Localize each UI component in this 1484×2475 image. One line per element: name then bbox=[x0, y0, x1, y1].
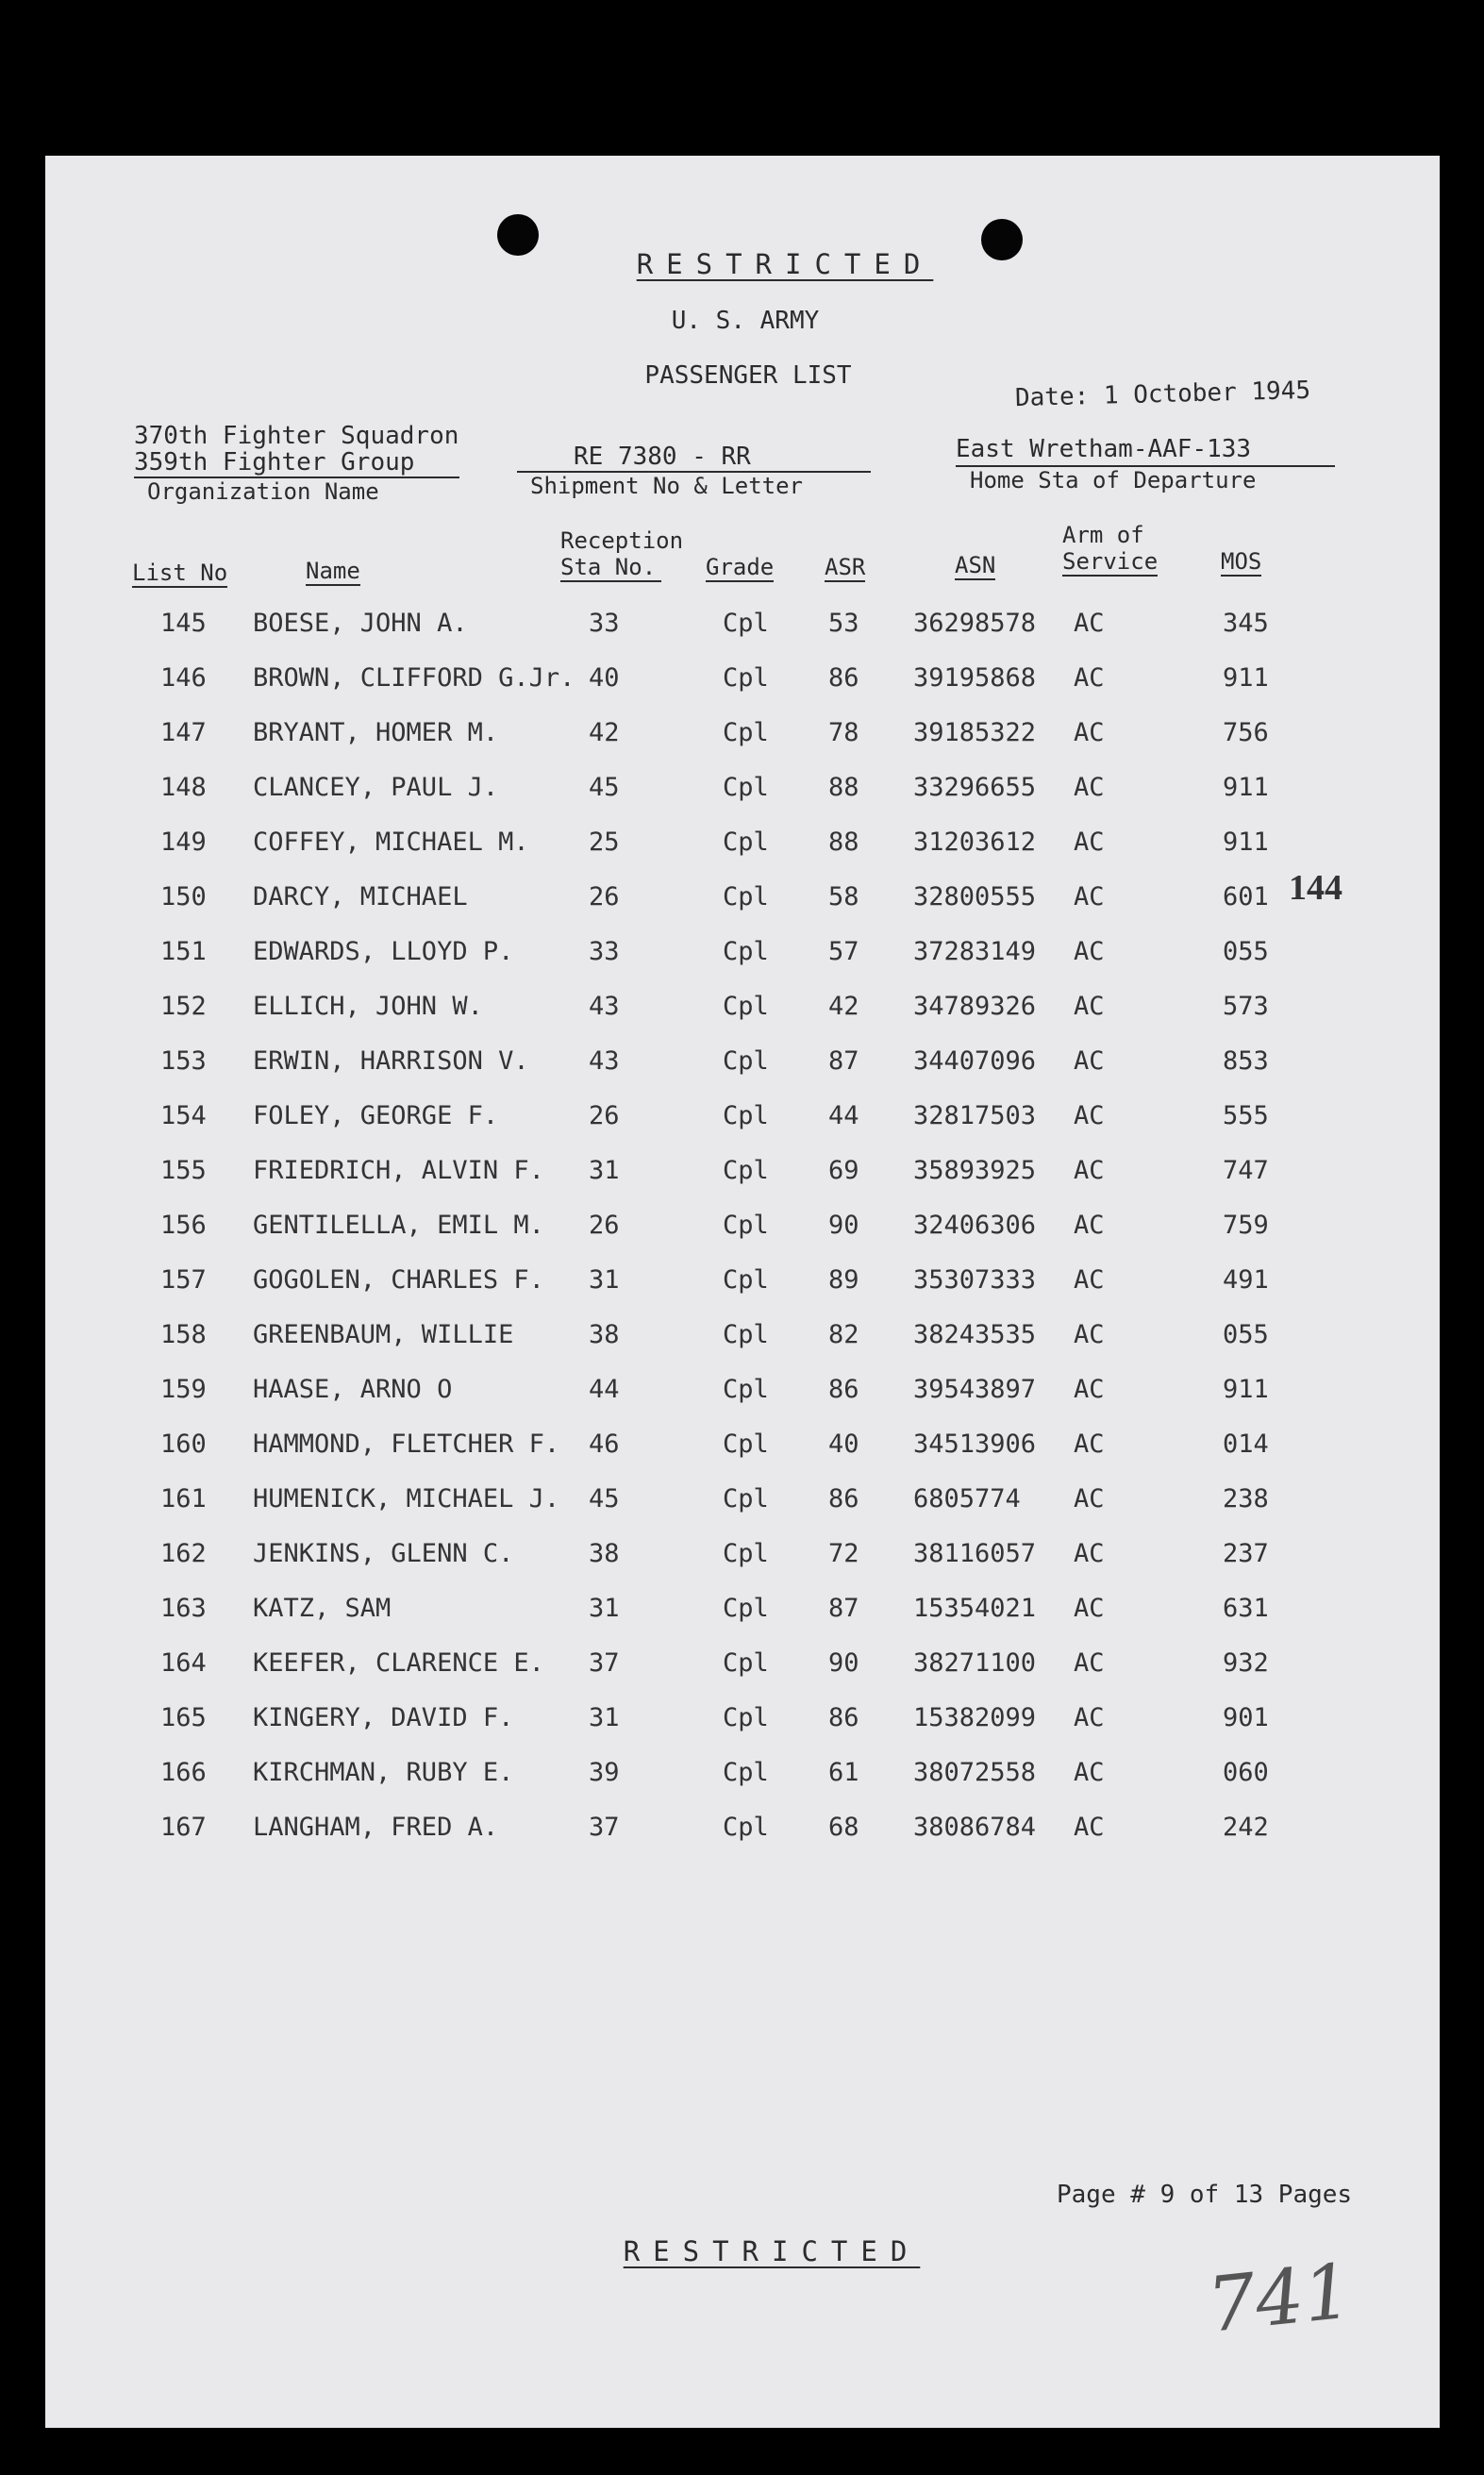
cell-mos: 014 bbox=[1223, 1430, 1269, 1459]
cell-asr: 82 bbox=[828, 1320, 859, 1349]
cell-name: BROWN, CLIFFORD G.Jr. bbox=[253, 663, 575, 693]
cell-name: KEEFER, CLARENCE E. bbox=[253, 1648, 544, 1678]
cell-asr: 89 bbox=[828, 1265, 859, 1295]
date-line: Date: 1 October 1945 bbox=[1014, 376, 1311, 413]
cell-arm: AC bbox=[1074, 1101, 1105, 1130]
cell-asr: 90 bbox=[828, 1211, 859, 1240]
cell-asn: 15354021 bbox=[913, 1594, 1037, 1623]
cell-asn: 31203612 bbox=[913, 828, 1037, 857]
cell-asr: 57 bbox=[828, 937, 859, 966]
organization-line2: 359th Fighter Group bbox=[134, 448, 415, 477]
cell-list-no: 149 bbox=[160, 828, 207, 857]
cell-asr: 72 bbox=[828, 1539, 859, 1568]
col-reception-line2: Sta No. bbox=[560, 554, 661, 582]
cell-grade: Cpl bbox=[723, 992, 769, 1021]
cell-mos: 060 bbox=[1223, 1758, 1269, 1787]
cell-mos: 242 bbox=[1223, 1813, 1269, 1842]
cell-sta: 31 bbox=[589, 1265, 620, 1295]
cell-grade: Cpl bbox=[723, 937, 769, 966]
shipment-caption: Shipment No & Letter bbox=[530, 473, 803, 499]
cell-asn: 32406306 bbox=[913, 1211, 1037, 1240]
cell-name: KATZ, SAM bbox=[253, 1594, 392, 1623]
cell-list-no: 167 bbox=[160, 1813, 207, 1842]
cell-grade: Cpl bbox=[723, 1101, 769, 1130]
cell-mos: 055 bbox=[1223, 937, 1269, 966]
table-row bbox=[45, 828, 1440, 865]
cell-sta: 33 bbox=[589, 937, 620, 966]
cell-asn: 38086784 bbox=[913, 1813, 1037, 1842]
cell-grade: Cpl bbox=[723, 828, 769, 857]
cell-sta: 26 bbox=[589, 1211, 620, 1240]
cell-sta: 26 bbox=[589, 882, 620, 911]
cell-arm: AC bbox=[1074, 1046, 1105, 1076]
cell-grade: Cpl bbox=[723, 1539, 769, 1568]
cell-name: FRIEDRICH, ALVIN F. bbox=[253, 1156, 544, 1185]
cell-sta: 31 bbox=[589, 1156, 620, 1185]
table-row bbox=[45, 1375, 1440, 1413]
col-name: Name bbox=[306, 558, 360, 584]
cell-name: EDWARDS, LLOYD P. bbox=[253, 937, 514, 966]
cell-arm: AC bbox=[1074, 663, 1105, 693]
cell-arm: AC bbox=[1074, 609, 1105, 638]
agency-title: U. S. ARMY bbox=[671, 307, 820, 335]
cell-list-no: 154 bbox=[160, 1101, 207, 1130]
cell-asr: 88 bbox=[828, 828, 859, 857]
cell-mos: 573 bbox=[1223, 992, 1269, 1021]
cell-list-no: 156 bbox=[160, 1211, 207, 1240]
col-mos: MOS bbox=[1221, 548, 1262, 575]
cell-grade: Cpl bbox=[723, 1265, 769, 1295]
cell-grade: Cpl bbox=[723, 1703, 769, 1732]
cell-arm: AC bbox=[1074, 828, 1105, 857]
cell-arm: AC bbox=[1074, 1594, 1105, 1623]
cell-arm: AC bbox=[1074, 718, 1105, 747]
cell-grade: Cpl bbox=[723, 1594, 769, 1623]
table-row bbox=[45, 663, 1440, 701]
cell-asr: 86 bbox=[828, 663, 859, 693]
cell-asn: 35893925 bbox=[913, 1156, 1037, 1185]
departure-caption: Home Sta of Departure bbox=[970, 467, 1257, 493]
cell-list-no: 166 bbox=[160, 1758, 207, 1787]
cell-grade: Cpl bbox=[723, 773, 769, 802]
cell-asn: 33296655 bbox=[913, 773, 1037, 802]
cell-asr: 88 bbox=[828, 773, 859, 802]
cell-name: DARCY, MICHAEL bbox=[253, 882, 468, 911]
cell-asr: 61 bbox=[828, 1758, 859, 1787]
cell-asn: 39195868 bbox=[913, 663, 1037, 693]
cell-sta: 43 bbox=[589, 992, 620, 1021]
cell-list-no: 160 bbox=[160, 1430, 207, 1459]
cell-list-no: 147 bbox=[160, 718, 207, 747]
cell-sta: 38 bbox=[589, 1539, 620, 1568]
cell-list-no: 165 bbox=[160, 1703, 207, 1732]
organization-line1: 370th Fighter Squadron bbox=[134, 422, 459, 450]
cell-asr: 44 bbox=[828, 1101, 859, 1130]
cell-sta: 33 bbox=[589, 609, 620, 638]
cell-name: GENTILELLA, EMIL M. bbox=[253, 1211, 544, 1240]
cell-sta: 39 bbox=[589, 1758, 620, 1787]
cell-arm: AC bbox=[1074, 1813, 1105, 1842]
cell-asn: 32800555 bbox=[913, 882, 1037, 911]
table-row bbox=[45, 1648, 1440, 1686]
cell-grade: Cpl bbox=[723, 718, 769, 747]
cell-asr: 87 bbox=[828, 1594, 859, 1623]
cell-list-no: 162 bbox=[160, 1539, 207, 1568]
page-count: Page # 9 of 13 Pages bbox=[1057, 2181, 1353, 2209]
cell-name: BRYANT, HOMER M. bbox=[253, 718, 499, 747]
cell-asn: 39543897 bbox=[913, 1375, 1037, 1404]
cell-arm: AC bbox=[1074, 1430, 1105, 1459]
cell-asr: 86 bbox=[828, 1703, 859, 1732]
table-row bbox=[45, 1484, 1440, 1522]
cell-sta: 45 bbox=[589, 1484, 620, 1513]
cell-mos: 237 bbox=[1223, 1539, 1269, 1568]
cell-sta: 40 bbox=[589, 663, 620, 693]
document-title: PASSENGER LIST bbox=[644, 361, 852, 390]
table-row bbox=[45, 937, 1440, 975]
cell-mos: 601 bbox=[1223, 882, 1269, 911]
cell-sta: 43 bbox=[589, 1046, 620, 1076]
cell-asn: 34513906 bbox=[913, 1430, 1037, 1459]
cell-list-no: 151 bbox=[160, 937, 207, 966]
col-asn: ASN bbox=[955, 552, 996, 578]
table-row bbox=[45, 1594, 1440, 1631]
cell-arm: AC bbox=[1074, 773, 1105, 802]
cell-mos: 345 bbox=[1223, 609, 1269, 638]
cell-list-no: 164 bbox=[160, 1648, 207, 1678]
table-row bbox=[45, 609, 1440, 646]
cell-arm: AC bbox=[1074, 1265, 1105, 1295]
cell-name: HUMENICK, MICHAEL J. bbox=[253, 1484, 560, 1513]
cell-name: GREENBAUM, WILLIE bbox=[253, 1320, 514, 1349]
cell-sta: 31 bbox=[589, 1594, 620, 1623]
col-grade: Grade bbox=[706, 554, 775, 580]
classification-bottom: RESTRICTED bbox=[623, 2235, 921, 2267]
cell-grade: Cpl bbox=[723, 882, 769, 911]
cell-sta: 25 bbox=[589, 828, 620, 857]
cell-name: COFFEY, MICHAEL M. bbox=[253, 828, 529, 857]
cell-name: FOLEY, GEORGE F. bbox=[253, 1101, 499, 1130]
table-row bbox=[45, 1703, 1440, 1741]
cell-asr: 40 bbox=[828, 1430, 859, 1459]
cell-sta: 45 bbox=[589, 773, 620, 802]
cell-mos: 901 bbox=[1223, 1703, 1269, 1732]
cell-asr: 78 bbox=[828, 718, 859, 747]
col-arm-line1: Arm of bbox=[1062, 522, 1144, 548]
table-row bbox=[45, 882, 1440, 920]
cell-mos: 631 bbox=[1223, 1594, 1269, 1623]
table-row bbox=[45, 718, 1440, 756]
cell-name: ERWIN, HARRISON V. bbox=[253, 1046, 529, 1076]
cell-arm: AC bbox=[1074, 1375, 1105, 1404]
cell-mos: 555 bbox=[1223, 1101, 1269, 1130]
cell-mos: 759 bbox=[1223, 1211, 1269, 1240]
cell-mos: 055 bbox=[1223, 1320, 1269, 1349]
table-row bbox=[45, 1101, 1440, 1139]
cell-name: HAMMOND, FLETCHER F. bbox=[253, 1430, 560, 1459]
cell-asn: 38072558 bbox=[913, 1758, 1037, 1787]
cell-asr: 69 bbox=[828, 1156, 859, 1185]
cell-asn: 34407096 bbox=[913, 1046, 1037, 1076]
cell-arm: AC bbox=[1074, 1539, 1105, 1568]
cell-name: BOESE, JOHN A. bbox=[253, 609, 468, 638]
cell-arm: AC bbox=[1074, 1484, 1105, 1513]
cell-grade: Cpl bbox=[723, 1320, 769, 1349]
cell-name: HAASE, ARNO O bbox=[253, 1375, 453, 1404]
cell-name: GOGOLEN, CHARLES F. bbox=[253, 1265, 544, 1295]
cell-sta: 44 bbox=[589, 1375, 620, 1404]
cell-sta: 42 bbox=[589, 718, 620, 747]
cell-grade: Cpl bbox=[723, 1156, 769, 1185]
col-asr: ASR bbox=[825, 554, 866, 580]
cell-name: ELLICH, JOHN W. bbox=[253, 992, 483, 1021]
cell-arm: AC bbox=[1074, 1320, 1105, 1349]
cell-grade: Cpl bbox=[723, 1375, 769, 1404]
cell-list-no: 159 bbox=[160, 1375, 207, 1404]
table-row bbox=[45, 1265, 1440, 1303]
cell-list-no: 163 bbox=[160, 1594, 207, 1623]
cell-asn: 35307333 bbox=[913, 1265, 1037, 1295]
cell-asn: 38116057 bbox=[913, 1539, 1037, 1568]
table-row bbox=[45, 1156, 1440, 1194]
margin-page-number: 144 bbox=[1289, 868, 1342, 908]
table-row bbox=[45, 1046, 1440, 1084]
cell-list-no: 146 bbox=[160, 663, 207, 693]
cell-grade: Cpl bbox=[723, 1046, 769, 1076]
cell-asr: 90 bbox=[828, 1648, 859, 1678]
organization-caption: Organization Name bbox=[147, 478, 379, 505]
cell-sta: 38 bbox=[589, 1320, 620, 1349]
cell-list-no: 150 bbox=[160, 882, 207, 911]
cell-arm: AC bbox=[1074, 1703, 1105, 1732]
cell-asr: 53 bbox=[828, 609, 859, 638]
col-reception-line1: Reception bbox=[560, 527, 684, 554]
cell-sta: 31 bbox=[589, 1703, 620, 1732]
cell-mos: 747 bbox=[1223, 1156, 1269, 1185]
cell-asn: 6805774 bbox=[913, 1484, 1021, 1513]
cell-arm: AC bbox=[1074, 1156, 1105, 1185]
cell-mos: 911 bbox=[1223, 663, 1269, 693]
cell-list-no: 152 bbox=[160, 992, 207, 1021]
table-row bbox=[45, 1758, 1440, 1796]
cell-arm: AC bbox=[1074, 937, 1105, 966]
classification-top: RESTRICTED bbox=[636, 248, 934, 280]
cell-mos: 911 bbox=[1223, 1375, 1269, 1404]
cell-list-no: 153 bbox=[160, 1046, 207, 1076]
cell-sta: 37 bbox=[589, 1813, 620, 1842]
table-row bbox=[45, 1320, 1440, 1358]
cell-mos: 853 bbox=[1223, 1046, 1269, 1076]
cell-asr: 86 bbox=[828, 1484, 859, 1513]
cell-asn: 39185322 bbox=[913, 718, 1037, 747]
table-row bbox=[45, 773, 1440, 811]
cell-list-no: 145 bbox=[160, 609, 207, 638]
cell-sta: 26 bbox=[589, 1101, 620, 1130]
table-row bbox=[45, 992, 1440, 1029]
cell-name: LANGHAM, FRED A. bbox=[253, 1813, 499, 1842]
col-arm-line2: Service bbox=[1062, 548, 1159, 575]
cell-grade: Cpl bbox=[723, 609, 769, 638]
cell-mos: 238 bbox=[1223, 1484, 1269, 1513]
cell-asn: 36298578 bbox=[913, 609, 1037, 638]
cell-asn: 38243535 bbox=[913, 1320, 1037, 1349]
cell-mos: 491 bbox=[1223, 1265, 1269, 1295]
cell-list-no: 158 bbox=[160, 1320, 207, 1349]
cell-name: JENKINS, GLENN C. bbox=[253, 1539, 514, 1568]
cell-grade: Cpl bbox=[723, 663, 769, 693]
cell-asr: 58 bbox=[828, 882, 859, 911]
cell-sta: 37 bbox=[589, 1648, 620, 1678]
cell-arm: AC bbox=[1074, 992, 1105, 1021]
cell-name: CLANCEY, PAUL J. bbox=[253, 773, 499, 802]
cell-mos: 911 bbox=[1223, 773, 1269, 802]
handwritten-number: 741 bbox=[1203, 2247, 1357, 2350]
cell-grade: Cpl bbox=[723, 1758, 769, 1787]
cell-list-no: 155 bbox=[160, 1156, 207, 1185]
cell-mos: 911 bbox=[1223, 828, 1269, 857]
cell-grade: Cpl bbox=[723, 1211, 769, 1240]
cell-mos: 756 bbox=[1223, 718, 1269, 747]
departure-value: East Wretham-AAF-133 bbox=[956, 435, 1252, 463]
table-row bbox=[45, 1430, 1440, 1467]
cell-grade: Cpl bbox=[723, 1813, 769, 1842]
cell-grade: Cpl bbox=[723, 1430, 769, 1459]
cell-list-no: 161 bbox=[160, 1484, 207, 1513]
cell-asr: 68 bbox=[828, 1813, 859, 1842]
cell-asn: 37283149 bbox=[913, 937, 1037, 966]
cell-mos: 932 bbox=[1223, 1648, 1269, 1678]
cell-asn: 15382099 bbox=[913, 1703, 1037, 1732]
cell-list-no: 157 bbox=[160, 1265, 207, 1295]
cell-arm: AC bbox=[1074, 882, 1105, 911]
cell-asn: 34789326 bbox=[913, 992, 1037, 1021]
cell-asn: 38271100 bbox=[913, 1648, 1037, 1678]
table-row bbox=[45, 1539, 1440, 1577]
cell-arm: AC bbox=[1074, 1648, 1105, 1678]
cell-asr: 86 bbox=[828, 1375, 859, 1404]
passenger-table bbox=[45, 156, 1440, 2428]
table-row bbox=[45, 1211, 1440, 1248]
document-page bbox=[45, 156, 1440, 2428]
cell-name: KINGERY, DAVID F. bbox=[253, 1703, 514, 1732]
cell-list-no: 148 bbox=[160, 773, 207, 802]
cell-grade: Cpl bbox=[723, 1484, 769, 1513]
cell-arm: AC bbox=[1074, 1211, 1105, 1240]
shipment-value: RE 7380 - RR bbox=[574, 443, 751, 471]
table-row bbox=[45, 1813, 1440, 1850]
cell-asn: 32817503 bbox=[913, 1101, 1037, 1130]
cell-arm: AC bbox=[1074, 1758, 1105, 1787]
cell-asr: 42 bbox=[828, 992, 859, 1021]
col-list-no: List No bbox=[132, 560, 228, 586]
cell-sta: 46 bbox=[589, 1430, 620, 1459]
cell-name: KIRCHMAN, RUBY E. bbox=[253, 1758, 514, 1787]
cell-asr: 87 bbox=[828, 1046, 859, 1076]
cell-grade: Cpl bbox=[723, 1648, 769, 1678]
